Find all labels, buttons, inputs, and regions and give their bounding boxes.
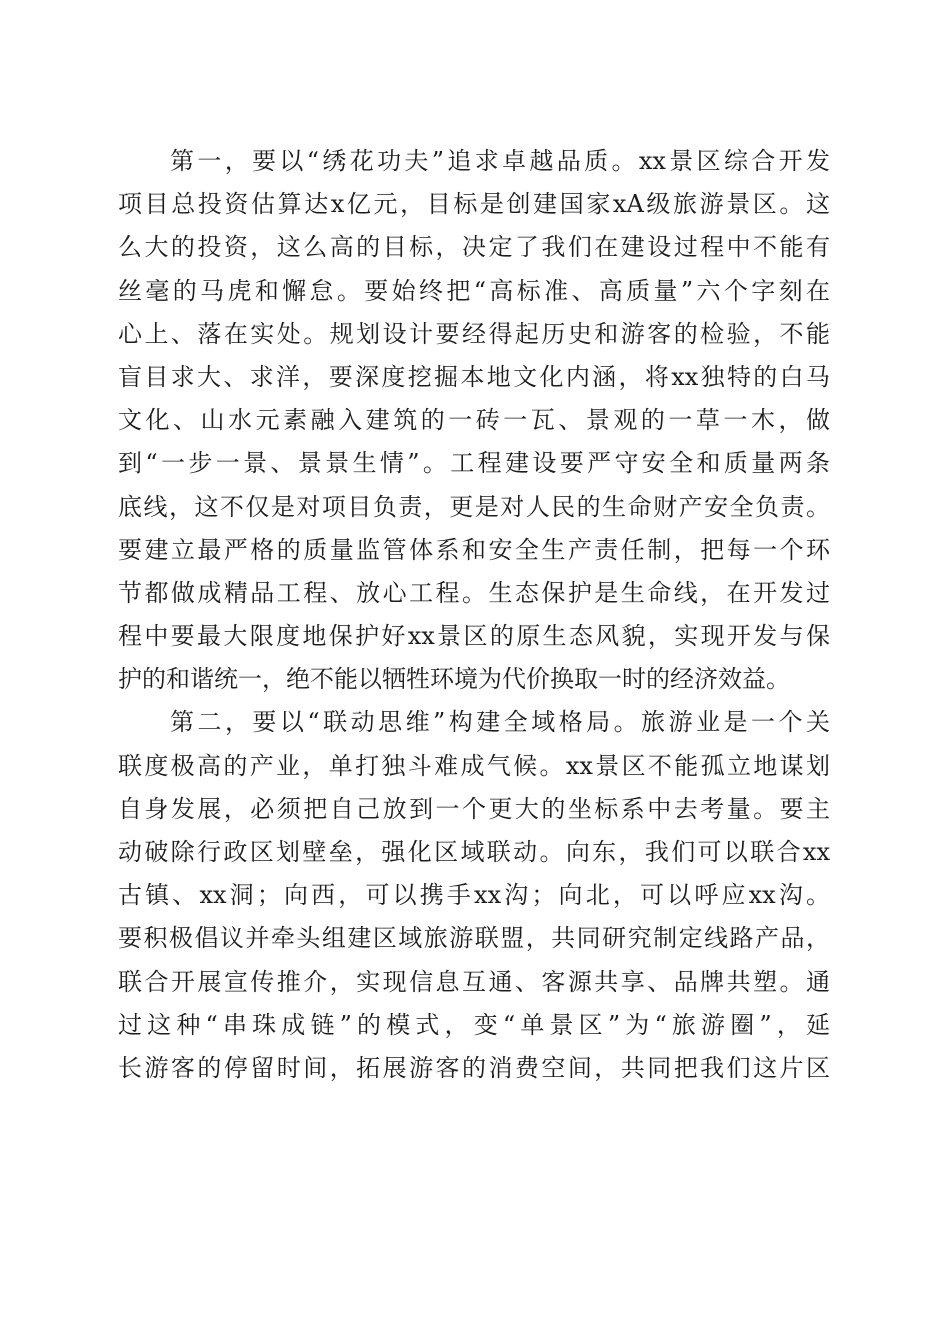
text-line: 节都做成精品工程、放心工程。生态保护是生命线，在开发过	[118, 578, 830, 607]
paragraph-2	[118, 701, 830, 1090]
text-line: 文化、山水元素融入建筑的一砖一瓦、景观的一草一木，做	[118, 406, 830, 435]
text-line: 护的和谐统一，绝不能以牺牲环境为代价换取一时的经济效益。	[118, 665, 790, 694]
text-line: 么大的投资，这么高的目标，决定了我们在建设过程中不能有	[118, 233, 830, 262]
text-line: 第二，要以“联动思维”构建全域格局。旅游业是一个关	[170, 708, 830, 737]
text-line: 动破除行政区划壁垒，强化区域联动。向东，我们可以联合xx	[118, 838, 830, 866]
text-line: 联合开展宣传推介，实现信息互通、客源共享、品牌共塑。通	[118, 967, 830, 996]
text-line: 要建立最严格的质量监管体系和安全生产责任制，把每一个环	[118, 535, 830, 564]
text-line: 项目总投资估算达x亿元，目标是创建国家xA级旅游景区。这	[118, 190, 830, 219]
text-line: 底线，这不仅是对项目负责，更是对人民的生命财产安全负责。	[118, 492, 830, 521]
paragraph-1	[118, 140, 830, 701]
text-line: 过这种“串珠成链”的模式，变“单景区”为“旅游圈”，延	[118, 1010, 830, 1039]
text-line: 古镇、xx洞；向西，可以携手xx沟；向北，可以呼应xx沟。	[118, 881, 830, 910]
text-line: 心上、落在实处。规划设计要经得起历史和游客的检验，不能	[118, 319, 830, 348]
text-line: 丝毫的马虎和懈怠。要始终把“高标准、高质量”六个字刻在	[118, 276, 830, 305]
text-line: 程中要最大限度地保护好xx景区的原生态风貌，实现开发与保	[118, 622, 830, 651]
text-line: 长游客的停留时间，拓展游客的消费空间，共同把我们这片区	[118, 1053, 830, 1082]
text-line: 自身发展，必须把自己放到一个更大的坐标系中去考量。要主	[118, 794, 830, 823]
body-text	[118, 140, 830, 1090]
text-line: 联度极高的产业，单打独斗难成气候。xx景区不能孤立地谋划	[118, 751, 830, 780]
text-line: 到“一步一景、景景生情”。工程建设要严守安全和质量两条	[118, 449, 830, 478]
text-line: 第一，要以“绣花功夫”追求卓越品质。xx景区综合开发	[170, 147, 830, 175]
text-line: 盲目求大、求洋，要深度挖掘本地文化内涵，将xx独特的白马	[118, 362, 830, 391]
text-line: 要积极倡议并牵头组建区域旅游联盟，共同研究制定线路产品，	[118, 924, 830, 953]
